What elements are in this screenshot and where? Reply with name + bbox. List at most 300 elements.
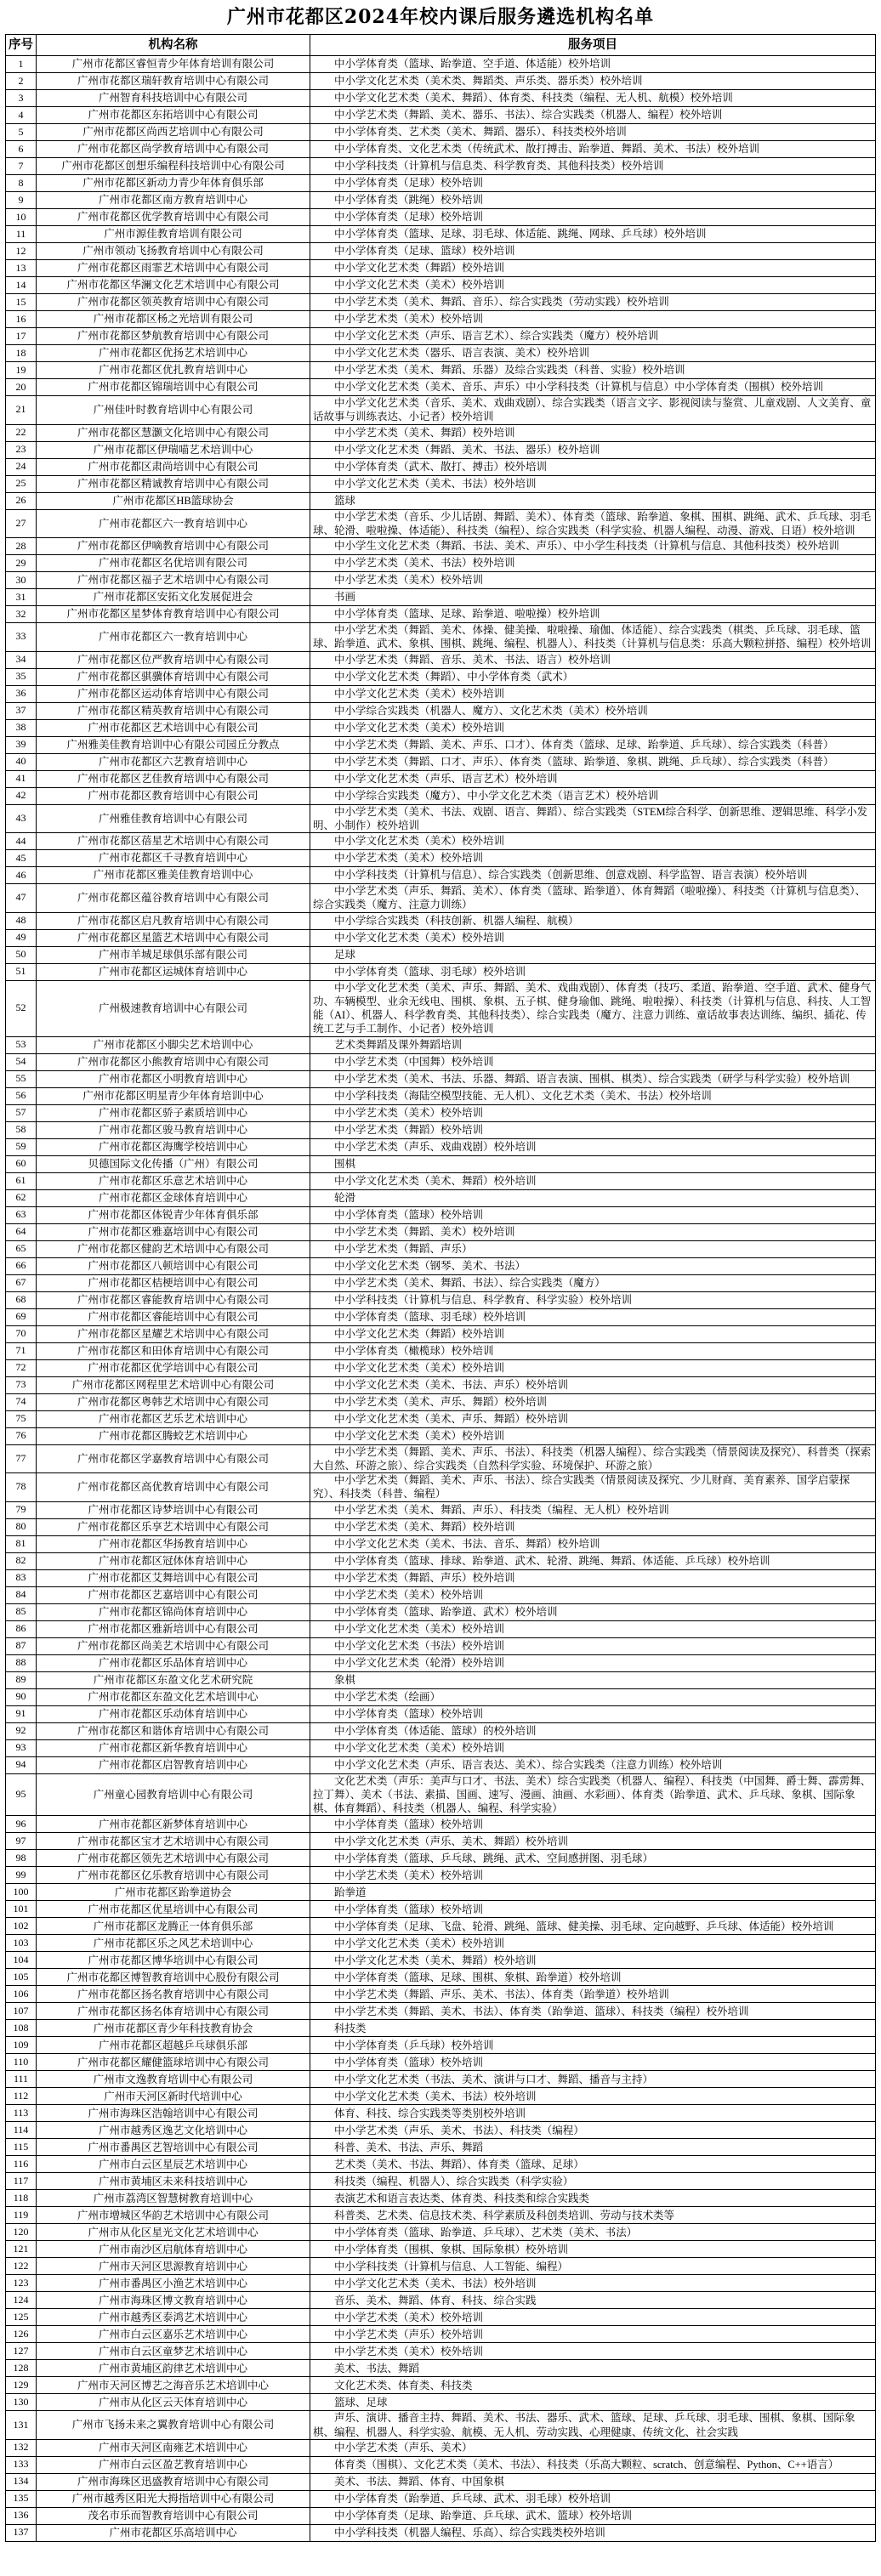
service-items: 中小学艺术类（美术）校外培训 xyxy=(310,2343,876,2360)
table-row xyxy=(6,2224,876,2241)
institution-name: 广州极速教育培训中心有限公司 xyxy=(37,980,310,1036)
service-items: 艺术类舞蹈及课外舞蹈培训 xyxy=(310,1036,876,1053)
table-row xyxy=(6,1189,876,1206)
row-number: 90 xyxy=(6,1688,37,1705)
row-number: 58 xyxy=(6,1121,37,1138)
row-number: 110 xyxy=(6,2054,37,2071)
service-items: 中小学体育类（篮球、跆拳道、空手道、体适能）校外培训 xyxy=(310,56,876,73)
table-row xyxy=(6,1637,876,1654)
row-number: 121 xyxy=(6,2241,37,2258)
row-number: 31 xyxy=(6,589,37,606)
header-institution-name: 机构名称 xyxy=(37,35,310,56)
row-number: 27 xyxy=(6,509,37,538)
row-number: 3 xyxy=(6,90,37,107)
institution-name: 广州市花都区小脚尖艺术培训中心 xyxy=(37,1036,310,1053)
service-items: 中小学艺术类（美术）校外培训 xyxy=(310,572,876,589)
institution-name: 广州佳叶时教育培训中心有限公司 xyxy=(37,396,310,425)
table-row xyxy=(6,2054,876,2071)
service-items: 中小学文化艺术类（美术、书法、音乐、舞蹈）校外培训 xyxy=(310,1535,876,1552)
table-row xyxy=(6,2020,876,2037)
institution-name: 广州市花都区六一教育培训中心 xyxy=(37,623,310,652)
service-items: 中小学体育类（篮球、羽毛球）校外培训 xyxy=(310,1308,876,1325)
service-items: 中小学体育类（乒乓球）校外培训 xyxy=(310,2037,876,2054)
institution-name: 广州市天河区新时代培训中心 xyxy=(37,2088,310,2105)
institution-name: 广州市花都区六一教育培训中心 xyxy=(37,509,310,538)
institution-name: 广州市花都区创想乐编程科技培训中心有限公司 xyxy=(37,158,310,175)
row-number: 39 xyxy=(6,736,37,753)
service-items: 中小学艺术类（舞蹈、声乐） xyxy=(310,1240,876,1257)
institution-name: 广州市花都区亿乐教育培训中心有限公司 xyxy=(37,1867,310,1884)
institution-name: 广州市花都区小明教育培训中心 xyxy=(37,1070,310,1087)
service-items: 中小学文化艺术类（美术、书法、声乐）校外培训 xyxy=(310,1376,876,1393)
institution-name: 广州市花都区诗梦培训中心有限公司 xyxy=(37,1501,310,1518)
service-items: 中小学体育类（围棋、象棋、国际象棋）校外培训 xyxy=(310,2241,876,2258)
row-number: 133 xyxy=(6,2456,37,2473)
table-row xyxy=(6,1586,876,1603)
row-number: 80 xyxy=(6,1518,37,1535)
table-row xyxy=(6,946,876,963)
table-row xyxy=(6,1308,876,1325)
table-row xyxy=(6,2473,876,2490)
table-row xyxy=(6,1053,876,1070)
service-items: 艺术类（美术、书法、舞蹈）、体育类（篮球、足球） xyxy=(310,2156,876,2173)
table-row xyxy=(6,804,876,833)
service-items: 中小学文化艺术类（书法）校外培训 xyxy=(310,1637,876,1654)
table-row xyxy=(6,1705,876,1722)
row-number: 40 xyxy=(6,753,37,770)
row-number: 75 xyxy=(6,1410,37,1427)
row-number: 127 xyxy=(6,2343,37,2360)
institution-name: 广州智育科技培训中心有限公司 xyxy=(37,90,310,107)
institution-name: 广州市番禺区艺智培训中心有限公司 xyxy=(37,2139,310,2156)
institution-name: 广州市花都区启智教育培训中心 xyxy=(37,1756,310,1773)
service-items: 中小学艺术类（舞蹈、美术、声乐、书法）、综合实践类（情景阅读及探究、少儿财商、美育素养、国学启蒙探究）、科技类（科普、编程） xyxy=(310,1473,876,1502)
table-row xyxy=(6,1138,876,1155)
table-row xyxy=(6,2105,876,2122)
service-items: 中小学体育类（篮球、跆拳道、乒乓球）、艺术类（美术、书法） xyxy=(310,2224,876,2241)
institution-name: 广州市花都区艾舞培训中心有限公司 xyxy=(37,1569,310,1586)
service-items: 篮球、足球 xyxy=(310,2394,876,2411)
service-items: 跆拳道 xyxy=(310,1884,876,1901)
institution-name: 广州市花都区海鹰学校培训中心 xyxy=(37,1138,310,1155)
service-items: 足球 xyxy=(310,946,876,963)
row-number: 119 xyxy=(6,2207,37,2224)
table-row xyxy=(6,2507,876,2524)
row-number: 106 xyxy=(6,1986,37,2003)
service-items: 中小学体育类、文化艺术类（传统武术、散打搏击、跆拳道、舞蹈、美术、书法）校外培训 xyxy=(310,141,876,158)
row-number: 59 xyxy=(6,1138,37,1155)
service-items: 中小学艺术类（美术、舞蹈、音乐）、综合实践类（劳动实践）校外培训 xyxy=(310,294,876,311)
institution-name: 广州市花都区位严教育培训中心有限公司 xyxy=(37,651,310,668)
service-items: 中小学体育类（足球、篮球）校外培训 xyxy=(310,243,876,260)
table-row xyxy=(6,929,876,946)
service-items: 中小学文化艺术类（美术）校外培训 xyxy=(310,277,876,294)
row-number: 26 xyxy=(6,492,37,509)
institution-name: 广州市花都区艺嘉培训中心有限公司 xyxy=(37,1586,310,1603)
institution-name: 广州市番禺区小渔艺术培训中心 xyxy=(37,2275,310,2292)
service-items: 中小学艺术类（舞蹈）校外培训 xyxy=(310,1121,876,1138)
row-number: 61 xyxy=(6,1172,37,1189)
institution-name: 广州市花都区千寻教育培训中心 xyxy=(37,850,310,867)
row-number: 95 xyxy=(6,1773,37,1816)
table-row xyxy=(6,1376,876,1393)
institution-name: 广州市花都区福子艺术培训中心有限公司 xyxy=(37,572,310,589)
row-number: 38 xyxy=(6,719,37,736)
row-number: 87 xyxy=(6,1637,37,1654)
institution-name: 广州市飞扬未来之翼教育培训中心有限公司 xyxy=(37,2411,310,2440)
institution-name: 广州市花都区雅美佳教育培训中心 xyxy=(37,867,310,884)
service-items: 中小学文化艺术类（美术、声乐、舞蹈、美术、戏曲戏剧）、体育类（技巧、柔道、跆拳道、空手道、武术、健身气功、车辆模型、业余无线电、围棋、象棋、五子棋、健身瑜伽、跳绳、啦啦操）、科技类（计算机与信息、科技、人工智能（AI）、机器人、科学教育类、其他科技类）、综合实践类（魔方、注意力训练、童话故事表达训练、编织、插花、传统工艺与手工制作、小记者）校外培训 xyxy=(310,980,876,1036)
institution-name: 广州市海珠区浩翰培训中心有限公司 xyxy=(37,2105,310,2122)
table-row xyxy=(6,1722,876,1739)
table-row xyxy=(6,1444,876,1473)
table-row xyxy=(6,1087,876,1104)
institution-name: 广州市花都区乐之风艺术培训中心 xyxy=(37,1935,310,1952)
table-row xyxy=(6,753,876,770)
service-items: 中小学艺术类（舞蹈、音乐、美术、书法、语言）校外培训 xyxy=(310,651,876,668)
table-row xyxy=(6,2003,876,2020)
row-number: 92 xyxy=(6,1722,37,1739)
table-row xyxy=(6,492,876,509)
service-items: 中小学体育类（足球、飞盘、轮滑、跳绳、篮球、健美操、羽毛球、定向越野、乒乓球、体适能）校外培训 xyxy=(310,1918,876,1935)
institution-table xyxy=(5,34,876,2542)
row-number: 108 xyxy=(6,2020,37,2037)
row-number: 117 xyxy=(6,2173,37,2190)
row-number: 14 xyxy=(6,277,37,294)
service-items: 声乐、演讲、播音主持、舞蹈、美术、书法、器乐、武术、篮球、足球、乒乓球、羽毛球、围棋、象棋、国际象棋、编程、机器人、科学实验、航模、无人机、劳动实践、心理健康、传统文化、社会实践 xyxy=(310,2411,876,2440)
institution-name: 广州市花都区新梦体育培训中心 xyxy=(37,1816,310,1833)
institution-name: 广州市花都区尚美艺术培训中心有限公司 xyxy=(37,1637,310,1654)
institution-name: 广州市花都区梦航教育培训中心有限公司 xyxy=(37,328,310,345)
institution-name: 广州市花都区南方教育培训中心 xyxy=(37,192,310,209)
institution-name: 广州市黄埔区韵律艺术培训中心 xyxy=(37,2360,310,2377)
row-number: 50 xyxy=(6,946,37,963)
table-row xyxy=(6,1393,876,1410)
row-number: 93 xyxy=(6,1739,37,1756)
institution-name: 广州市花都区和谐体育培训中心有限公司 xyxy=(37,1722,310,1739)
service-items: 篮球 xyxy=(310,492,876,509)
service-items: 中小学文化艺术类（美术）校外培训 xyxy=(310,929,876,946)
row-number: 19 xyxy=(6,362,37,379)
institution-name: 广州市花都区六艺教育培训中心 xyxy=(37,753,310,770)
institution-name: 广州市花都区杨之光培训有限公司 xyxy=(37,311,310,328)
institution-name: 广州市花都区华澜文化艺术培训中心有限公司 xyxy=(37,277,310,294)
table-row xyxy=(6,2088,876,2105)
table-row xyxy=(6,1884,876,1901)
row-number: 86 xyxy=(6,1620,37,1637)
row-number: 43 xyxy=(6,804,37,833)
row-number: 20 xyxy=(6,379,37,396)
service-items: 中小学艺术类（声乐、美术） xyxy=(310,2439,876,2456)
row-number: 135 xyxy=(6,2490,37,2507)
table-row xyxy=(6,2360,876,2377)
service-items: 中小学艺术类（中国舞）校外培训 xyxy=(310,1053,876,1070)
service-items: 音乐、美术、舞蹈、体育、科技、综合实践 xyxy=(310,2292,876,2309)
service-items: 中小学艺术类（美术）校外培训 xyxy=(310,1586,876,1603)
institution-name: 广州市花都区名优培训有限公司 xyxy=(37,555,310,572)
service-items: 中小学文化艺术类（舞蹈）校外培训 xyxy=(310,1325,876,1342)
institution-name: 广州市羊城足球俱乐部有限公司 xyxy=(37,946,310,963)
institution-name: 广州市花都区宝才艺术培训中心有限公司 xyxy=(37,1833,310,1850)
row-number: 9 xyxy=(6,192,37,209)
row-number: 120 xyxy=(6,2224,37,2241)
institution-name: 广州市花都区优学教育培训中心有限公司 xyxy=(37,209,310,226)
institution-name: 广州市增城区华韵艺术培训中心有限公司 xyxy=(37,2207,310,2224)
institution-name: 广州市花都区优星培训中心有限公司 xyxy=(37,1901,310,1918)
row-number: 16 xyxy=(6,311,37,328)
table-row xyxy=(6,1833,876,1850)
service-items: 中小学艺术类（美术、舞蹈、乐器）及综合实践类（科普、实验）校外培训 xyxy=(310,362,876,379)
row-number: 107 xyxy=(6,2003,37,2020)
institution-name: 广州市花都区新华教育培训中心 xyxy=(37,1739,310,1756)
table-row xyxy=(6,1867,876,1884)
row-number: 35 xyxy=(6,668,37,685)
institution-name: 广州市花都区学嘉教育培训中心有限公司 xyxy=(37,1444,310,1473)
table-row xyxy=(6,2309,876,2326)
table-row xyxy=(6,1535,876,1552)
table-row xyxy=(6,1206,876,1223)
table-row xyxy=(6,345,876,362)
institution-name: 广州市花都区扬名教育培训中心有限公司 xyxy=(37,1986,310,2003)
institution-name: 广州市花都区瑞轩教育培训中心有限公司 xyxy=(37,73,310,90)
table-row xyxy=(6,623,876,652)
service-items: 中小学文化艺术类（舞蹈、美术、书法、器乐）校外培训 xyxy=(310,441,876,458)
table-row xyxy=(6,509,876,538)
row-number: 54 xyxy=(6,1053,37,1070)
row-number: 71 xyxy=(6,1342,37,1359)
table-row xyxy=(6,1552,876,1569)
row-number: 101 xyxy=(6,1901,37,1918)
table-row xyxy=(6,1918,876,1935)
institution-name: 广州市花都区东盈文化艺术培训中心 xyxy=(37,1688,310,1705)
row-number: 5 xyxy=(6,124,37,141)
institution-name: 广州市花都区艺佳教育培训中心有限公司 xyxy=(37,770,310,787)
row-number: 2 xyxy=(6,73,37,90)
table-row xyxy=(6,328,876,345)
row-number: 52 xyxy=(6,980,37,1036)
row-number: 65 xyxy=(6,1240,37,1257)
row-number: 79 xyxy=(6,1501,37,1518)
table-row xyxy=(6,2411,876,2440)
service-items: 中小学艺术类（美术、书法、乐器、舞蹈、语言表演、围棋、棋类）、综合实践类（研学与科学实验）校外培训 xyxy=(310,1070,876,1087)
row-number: 51 xyxy=(6,963,37,980)
service-items: 中小学艺术类（舞蹈、口才、声乐）、体育类（篮球、跆拳道、象棋、跳绳、乒乓球）、综合实践类（科普） xyxy=(310,753,876,770)
institution-name: 广州市白云区盈艺教育培训中心 xyxy=(37,2456,310,2473)
service-items: 中小学艺术类（美术、舞蹈）校外培训 xyxy=(310,1518,876,1535)
service-items: 中小学综合实践类（科技创新、机器人编程、航模） xyxy=(310,912,876,929)
service-items: 中小学艺术类（美术、书法、戏剧、语言、舞蹈）、综合实践类（STEM综合科学、创新思维、逻辑思维、科学小发明、小制作）校外培训 xyxy=(310,804,876,833)
table-row xyxy=(6,572,876,589)
institution-name: 广州市白云区星辰艺术培训中心 xyxy=(37,2156,310,2173)
row-number: 137 xyxy=(6,2524,37,2541)
table-row xyxy=(6,1121,876,1138)
institution-name: 广州市花都区艺乐艺术培训中心 xyxy=(37,1410,310,1427)
row-number: 114 xyxy=(6,2122,37,2139)
table-row xyxy=(6,1816,876,1833)
table-row xyxy=(6,56,876,73)
row-number: 85 xyxy=(6,1603,37,1620)
table-row xyxy=(6,1986,876,2003)
institution-name: 广州市越秀区逸艺文化培训中心 xyxy=(37,2122,310,2139)
table-row xyxy=(6,1359,876,1376)
table-row xyxy=(6,1501,876,1518)
table-row xyxy=(6,1901,876,1918)
row-number: 62 xyxy=(6,1189,37,1206)
service-items: 中小学体育类（篮球）校外培训 xyxy=(310,1705,876,1722)
service-items: 中小学艺术类（舞蹈、美术、声乐、口才）、体育类（篮球、足球、跆拳道、乒乓球）、综合实践类（科普） xyxy=(310,736,876,753)
row-number: 91 xyxy=(6,1705,37,1722)
row-number: 130 xyxy=(6,2394,37,2411)
service-items: 科普类、艺术类、信息技术类、科学素质及科创类培训、劳动与技术类等 xyxy=(310,2207,876,2224)
row-number: 29 xyxy=(6,555,37,572)
institution-name: 广州市花都区教育培训中心有限公司 xyxy=(37,787,310,804)
institution-name: 广州市花都区乐品体育培训中心 xyxy=(37,1654,310,1671)
institution-name: 广州市天河区博艺之海音乐艺术培训中心 xyxy=(37,2377,310,2394)
table-row xyxy=(6,2326,876,2343)
table-row xyxy=(6,1342,876,1359)
table-row xyxy=(6,277,876,294)
table-row xyxy=(6,963,876,980)
service-items: 中小学艺术类（舞蹈、美术、书法）、体育类（跆拳道、篮球）、科技类（编程）校外培训 xyxy=(310,2003,876,2020)
table-row xyxy=(6,311,876,328)
row-number: 17 xyxy=(6,328,37,345)
institution-name: 茂名市乐而智教育培训中心有限公司 xyxy=(37,2507,310,2524)
service-items: 中小学文化艺术类（美术）校外培训 xyxy=(310,685,876,702)
table-row xyxy=(6,606,876,623)
row-number: 131 xyxy=(6,2411,37,2440)
institution-name: 广州市花都区跆拳道协会 xyxy=(37,1884,310,1901)
service-items: 中小学文化艺术类（美术、书法）校外培训 xyxy=(310,2275,876,2292)
service-items: 中小学艺术类（美术）校外培训 xyxy=(310,311,876,328)
service-items: 中小学艺术类（美术）校外培训 xyxy=(310,1104,876,1121)
table-row xyxy=(6,1603,876,1620)
table-row xyxy=(6,736,876,753)
table-row xyxy=(6,226,876,243)
institution-name: 广州市花都区优扬艺术培训中心 xyxy=(37,345,310,362)
institution-name: 广州市花都区网程里艺术培训中心有限公司 xyxy=(37,1376,310,1393)
row-number: 6 xyxy=(6,141,37,158)
institution-name: 广州市花都区优扎教育培训中心 xyxy=(37,362,310,379)
service-items: 中小学科技类（机器人编程、乐高）、综合实践类校外培训 xyxy=(310,2524,876,2541)
table-row xyxy=(6,1969,876,1986)
service-items: 中小学文化艺术类（音乐、美术、戏曲戏剧）、综合实践类（语言文字、影视阅读与鉴赏、儿童戏剧、人文美育、童话故事与训练表达、小记者）校外培训 xyxy=(310,396,876,425)
service-items: 中小学文化艺术类（美术、声乐、舞蹈）校外培训 xyxy=(310,1410,876,1427)
service-items: 中小学文化艺术类（美术、舞蹈）校外培训 xyxy=(310,1172,876,1189)
table-row xyxy=(6,1410,876,1427)
service-items: 中小学文化艺术类（美术、舞蹈）、体育类、科技类（编程、无人机、航模）校外培训 xyxy=(310,90,876,107)
row-number: 115 xyxy=(6,2139,37,2156)
service-items: 中小学文化艺术类（美术）校外培训 xyxy=(310,1427,876,1444)
row-number: 68 xyxy=(6,1291,37,1308)
institution-name: 广州市花都区华扬教育培训中心 xyxy=(37,1535,310,1552)
institution-name: 广州市花都区乐高培训中心 xyxy=(37,2524,310,2541)
service-items: 中小学体育类、艺术类（美术、舞蹈、器乐）、科技类校外培训 xyxy=(310,124,876,141)
service-items: 中小学文化艺术类（声乐、语言艺术）校外培训 xyxy=(310,770,876,787)
table-row xyxy=(6,107,876,124)
row-number: 129 xyxy=(6,2377,37,2394)
service-items: 中小学艺术类（舞蹈、美术、体操、健美操、啦啦操、瑜伽、体适能）、综合实践类（棋类、乒乓球、羽毛球、篮球、跆拳道、武术、象棋、围棋、跳绳、编程、机器人）、科技类（计算机与信息类：乐高大颗粒拼搭、编程）校外培训 xyxy=(310,623,876,652)
service-items: 书画 xyxy=(310,589,876,606)
table-row xyxy=(6,1240,876,1257)
institution-name: 广州市花都区高优教育培训中心有限公司 xyxy=(37,1473,310,1502)
table-body xyxy=(6,56,876,2542)
service-items: 美术、书法、舞蹈、体育、中国象棋 xyxy=(310,2473,876,2490)
institution-name: 广州市白云区嘉乐艺术培训中心 xyxy=(37,2326,310,2343)
institution-name: 广州市文逸教育培训中心有限公司 xyxy=(37,2071,310,2088)
row-number: 47 xyxy=(6,884,37,913)
service-items: 中小学艺术类（美术、舞蹈、书法）、综合实践类（魔方） xyxy=(310,1274,876,1291)
table-row xyxy=(6,1291,876,1308)
institution-name: 广州市花都区领先艺术培训中心有限公司 xyxy=(37,1850,310,1867)
table-row xyxy=(6,1671,876,1688)
institution-name: 广州市花都区冠体体育培训中心 xyxy=(37,1552,310,1569)
service-items: 中小学体育类（篮球、足球、羽毛球、体适能、跳绳、网球、乒乓球）校外培训 xyxy=(310,226,876,243)
service-items: 中小学艺术类（绘画） xyxy=(310,1688,876,1705)
service-items: 中小学文化艺术类（美术）校外培训 xyxy=(310,719,876,736)
table-row xyxy=(6,2343,876,2360)
service-items: 中小学艺术类（舞蹈、美术、器乐、书法）、综合实践类（机器人、编程）校外培训 xyxy=(310,107,876,124)
service-items: 中小学体育类（篮球、足球、围棋、象棋、跆拳道）校外培训 xyxy=(310,1969,876,1986)
institution-name: 广州市花都区安拓文化发展促进会 xyxy=(37,589,310,606)
table-row xyxy=(6,1223,876,1240)
institution-name: 广州市花都区启凡教育培训中心有限公司 xyxy=(37,912,310,929)
service-items: 中小学科技类（海陆空模型技能、无人机）、文化艺术类（美术、书法）校外培训 xyxy=(310,1087,876,1104)
row-number: 97 xyxy=(6,1833,37,1850)
institution-name: 广州市白云区童梦艺术培训中心 xyxy=(37,2343,310,2360)
row-number: 48 xyxy=(6,912,37,929)
table-row xyxy=(6,1274,876,1291)
institution-name: 广州市越秀区泰鸿艺术培训中心 xyxy=(37,2309,310,2326)
row-number: 42 xyxy=(6,787,37,804)
institution-name: 广州市黄埔区未来科技培训中心 xyxy=(37,2173,310,2190)
institution-name: 广州市花都区金球体育培训中心 xyxy=(37,1189,310,1206)
service-items: 文化艺术类（声乐：美声与口才、书法、美术）综合实践类（机器人、编程）、科技类（中国舞、爵士舞、霹雳舞、拉丁舞）、美术（书法、素描、国画、速写、漫画、油画、水彩画）、体育类（跆拳道、武术、乒乓球、象棋、国际象棋、体育舞蹈）、科技类（机器人、编程、科学实验） xyxy=(310,1773,876,1816)
row-number: 66 xyxy=(6,1257,37,1274)
service-items: 中小学生文化艺术类（舞蹈、书法、美术、声乐）、中小学生科技类（计算机与信息、其他科技类）校外培训 xyxy=(310,538,876,555)
table-row xyxy=(6,833,876,850)
header-service-items: 服务项目 xyxy=(310,35,876,56)
row-number: 102 xyxy=(6,1918,37,1935)
institution-name: 广州雅佳教育培训中心有限公司 xyxy=(37,804,310,833)
institution-name: 广州市花都区艺术培训中心有限公司 xyxy=(37,719,310,736)
service-items: 中小学文化艺术类（书法、美术、演讲与口才、舞蹈、播音与主持） xyxy=(310,2071,876,2088)
table-row xyxy=(6,1427,876,1444)
institution-name: 广州市花都区超越乒乓球俱乐部 xyxy=(37,2037,310,2054)
row-number: 73 xyxy=(6,1376,37,1393)
table-row xyxy=(6,1620,876,1637)
service-items: 中小学艺术类（美术、舞蹈、声乐）、科技类（编程、无人机）校外培训 xyxy=(310,1501,876,1518)
service-items: 表演艺术和语言表达类、体育类、科技类和综合实践类 xyxy=(310,2190,876,2207)
table-row xyxy=(6,555,876,572)
institution-name: 广州市海珠区博文教育培训中心 xyxy=(37,2292,310,2309)
row-number: 116 xyxy=(6,2156,37,2173)
service-items: 轮滑 xyxy=(310,1189,876,1206)
table-row xyxy=(6,538,876,555)
row-number: 88 xyxy=(6,1654,37,1671)
service-items: 中小学体育类（篮球、跆拳道、武术）校外培训 xyxy=(310,1603,876,1620)
table-row xyxy=(6,2156,876,2173)
table-row xyxy=(6,379,876,396)
institution-name: 广州市花都区伊瑞喵艺术培训中心 xyxy=(37,441,310,458)
institution-name: 广州市花都区优学培训中心有限公司 xyxy=(37,1359,310,1376)
table-row xyxy=(6,2456,876,2473)
service-items: 中小学综合实践类（机器人、魔方）、文化艺术类（美术）校外培训 xyxy=(310,702,876,719)
institution-name: 广州市天河区思源教育培训中心 xyxy=(37,2258,310,2275)
institution-name: 广州市花都区耀健篮球培训中心有限公司 xyxy=(37,2054,310,2071)
service-items: 科技类（编程、机器人）、综合实践类（科学实验） xyxy=(310,2173,876,2190)
table-row xyxy=(6,884,876,913)
service-items: 中小学艺术类（声乐、戏曲戏剧）校外培训 xyxy=(310,1138,876,1155)
